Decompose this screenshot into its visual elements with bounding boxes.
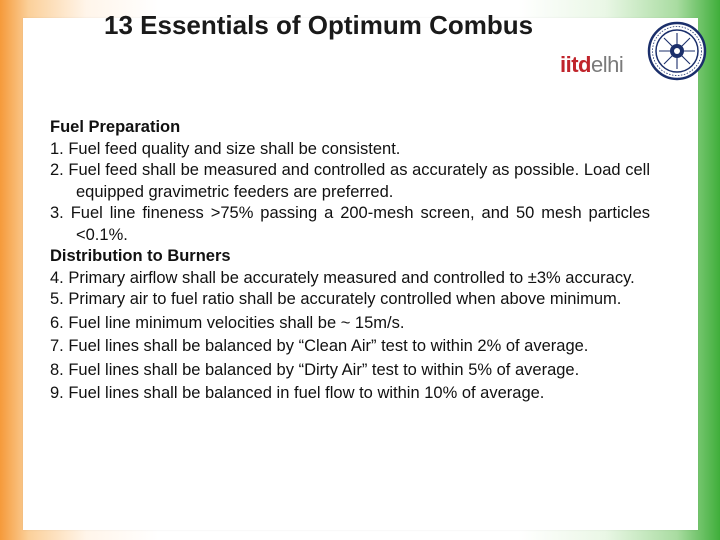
logo-text-part2: elhi: [591, 52, 624, 77]
section-heading-distribution-to-burners: Distribution to Burners: [50, 247, 231, 265]
iitdelhi-logo: [560, 52, 623, 78]
section-heading-fuel-preparation: Fuel Preparation: [50, 118, 181, 136]
list-item: 7. Fuel lines shall be balanced by “Clean Air” test to within 2% of average.: [50, 337, 589, 355]
list-item: 2. Fuel feed shall be measured and controlled as accurately as possible. Load cell equipped gravimetric feeders are preferred.: [50, 161, 650, 201]
list-item: 1. Fuel feed quality and size shall be consistent.: [50, 139, 401, 158]
logo-text-part1: iitd: [560, 52, 591, 77]
slide-title: 13 Essentials of Optimum Combus: [104, 10, 534, 40]
list-item: 3. Fuel line fineness >75% passing a 200-mesh screen, and 50 mesh particles <0.1%.: [50, 204, 650, 244]
institute-seal-icon: [647, 21, 707, 81]
list-item: 9. Fuel lines shall be balanced in fuel flow to within 10% of average.: [50, 384, 545, 402]
list-item: 6. Fuel line minimum velocities shall be ~ 15m/s.: [50, 313, 405, 332]
list-item: 8. Fuel lines shall be balanced by “Dirty Air” test to within 5% of average.: [50, 360, 580, 379]
list-item: 4. Primary airflow shall be accurately measured and controlled to ±3% accuracy.: [50, 268, 635, 287]
list-item: 5. Primary air to fuel ratio shall be accurately controlled when above minimum.: [50, 290, 622, 308]
slide-body: [50, 117, 650, 405]
